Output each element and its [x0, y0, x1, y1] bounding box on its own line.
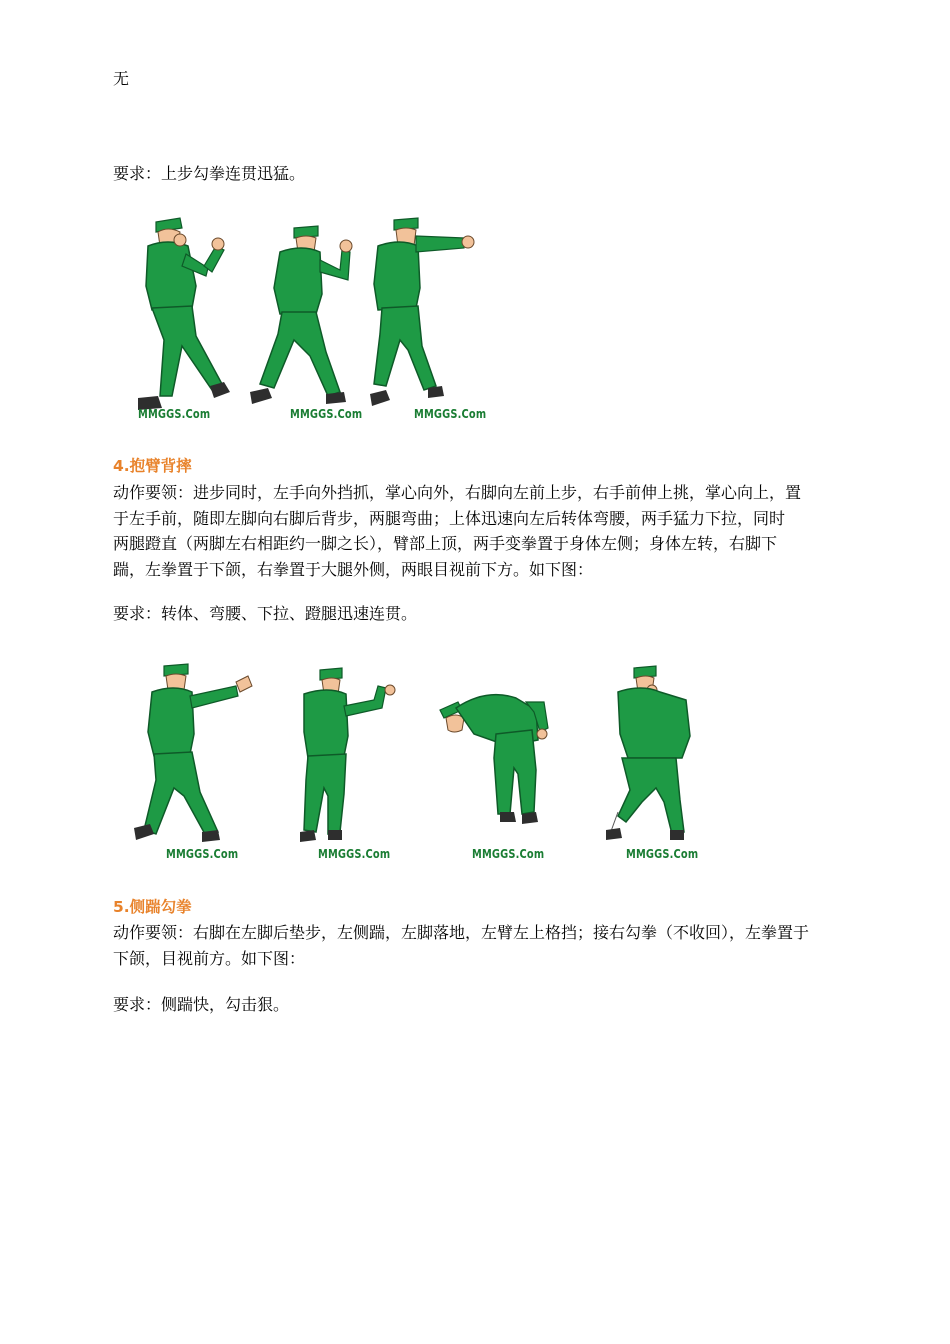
section-4-requirement: 要求：转体、弯腰、下拉、蹬腿迅速连贯。 — [113, 604, 418, 623]
section-4-title: 4.抱臂背摔 — [113, 457, 192, 475]
section-4-line: 踹，左拳置于下颌，右拳置于大腿外侧，两眼目视前下方。如下图： — [113, 559, 594, 579]
section-4-line: 于左手前，随即左脚向右脚后背步，两腿弯曲；上体迅速向左后转体弯腰，两手猛力下拉，同时 — [113, 508, 786, 528]
section-5-body — [113, 920, 897, 971]
soldier-figure-block-grab — [130, 656, 260, 861]
watermark: MMGGS.Com — [166, 847, 239, 861]
watermark: MMGGS.Com — [472, 847, 545, 861]
section-5-title: 5.侧踹勾拳 — [113, 898, 192, 916]
leading-text: 无 — [113, 69, 130, 88]
watermark: MMGGS.Com — [318, 847, 391, 861]
section-5-line: 动作要领：右脚在左脚后垫步，左侧踹，左脚落地，左臂左上格挡；接右勾拳（不收回），左拳置于 — [113, 923, 810, 942]
section-4-line: 两腿蹬直（两脚左右相距约一脚之长），臂部上顶，两手变拳置于身体左侧；身体左转，右脚下 — [113, 534, 778, 553]
section-5-requirement: 要求：侧踹快，勾击狠。 — [113, 995, 290, 1014]
section-4-body — [113, 480, 897, 582]
soldier-figure-step — [250, 208, 363, 421]
figure-row-2 — [130, 656, 710, 866]
section-5-line: 下颌，目视前方。如下图： — [113, 948, 306, 968]
watermark: MMGGS.Com — [290, 407, 363, 421]
soldier-figure-stomp-kick — [598, 662, 718, 861]
watermark: MMGGS.Com — [626, 847, 699, 861]
watermark: MMGGS.Com — [414, 407, 487, 421]
figure-row-1 — [130, 208, 500, 428]
soldier-figure-bend-throw — [436, 688, 566, 861]
soldier-figure-guard — [130, 208, 240, 420]
watermark: MMGGS.Com — [138, 407, 211, 421]
soldier-figure-hook-punch — [370, 208, 490, 420]
requirement-text-3: 要求：上步勾拳连贯迅猛。 — [113, 164, 306, 183]
section-4-line: 动作要领：进步同时，左手向外挡抓，掌心向外，右脚向左前上步，右手前伸上挑，掌心向上，置 — [113, 483, 802, 502]
soldier-figure-step-behind — [290, 664, 400, 861]
